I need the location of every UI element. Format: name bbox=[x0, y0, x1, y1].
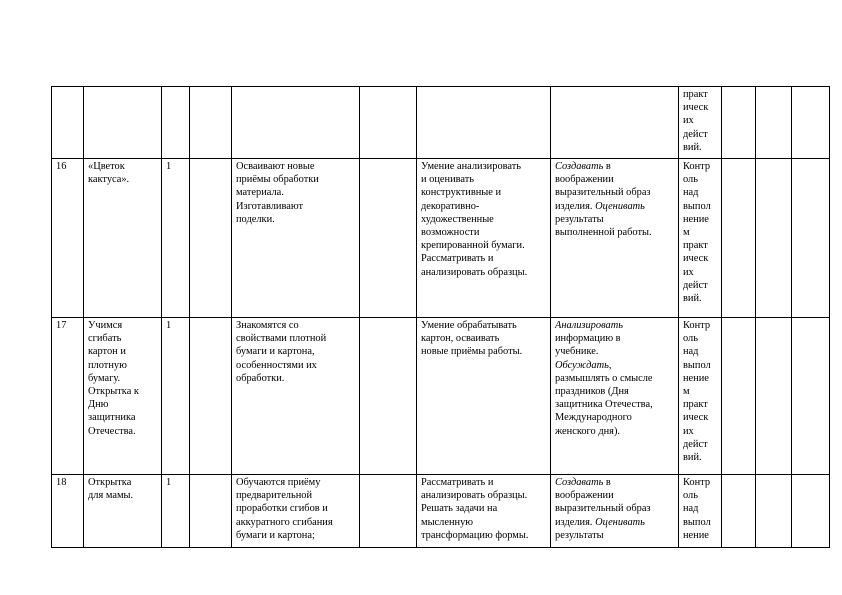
subject-results-cell bbox=[417, 87, 551, 159]
lesson-topic-cell: «Цветок кактуса». bbox=[84, 159, 162, 318]
uud-cell bbox=[551, 159, 679, 318]
uud-emphasis: Создавать bbox=[555, 477, 604, 488]
empty-cell bbox=[756, 159, 792, 318]
empty-cell bbox=[360, 159, 417, 318]
uud-text: результаты выполненной работы. bbox=[555, 213, 652, 239]
uud-cell bbox=[551, 318, 679, 475]
uud-text: в воображении выразительный образ изделия. bbox=[555, 477, 651, 528]
subject-results-cell: Рассматривать и анализировать образцы. Решать задачи на мысленную трансформацию формы. bbox=[417, 475, 551, 548]
control-cell: Контр оль над выпол нение м практ ическ их дейст вий. bbox=[679, 159, 722, 318]
empty-cell bbox=[792, 475, 830, 548]
uud-emphasis: Анализировать bbox=[555, 320, 623, 331]
empty-cell bbox=[722, 475, 756, 548]
uud-emphasis: Оценивать bbox=[595, 516, 645, 528]
content-cell: Осваивают новые приёмы обработки материала. Изготавливают поделки. bbox=[232, 159, 360, 318]
empty-cell bbox=[756, 475, 792, 548]
hours-cell bbox=[162, 87, 190, 159]
table-row bbox=[52, 159, 830, 318]
subject-results-cell: Умение анализировать и оценивать конструктивные и декоративно- художественные возможности крепированной бумаги. Рассматривать и анализировать образцы. bbox=[417, 159, 551, 318]
subject-results-cell: Умение обрабатывать картон, осваивать новые приёмы работы. bbox=[417, 318, 551, 475]
empty-cell bbox=[360, 318, 417, 475]
uud-cell bbox=[551, 87, 679, 159]
empty-cell bbox=[360, 87, 417, 159]
empty-cell bbox=[792, 159, 830, 318]
lesson-number-cell: 17 bbox=[52, 318, 84, 475]
control-cell: практ ическ их дейст вий. bbox=[679, 87, 722, 159]
empty-cell bbox=[190, 475, 232, 548]
lesson-number-cell bbox=[52, 87, 84, 159]
uud-emphasis: Обсуждать bbox=[555, 359, 609, 371]
lesson-number-cell: 18 bbox=[52, 475, 84, 548]
uud-emphasis: Создавать bbox=[555, 161, 604, 172]
hours-cell: 1 bbox=[162, 159, 190, 318]
empty-cell bbox=[360, 475, 417, 548]
empty-cell bbox=[756, 318, 792, 475]
hours-cell: 1 bbox=[162, 475, 190, 548]
lesson-topic-cell: Учимся сгибать картон и плотную бумагу. Открытка к Дню защитника Отечества. bbox=[84, 318, 162, 475]
empty-cell bbox=[190, 318, 232, 475]
empty-cell bbox=[792, 318, 830, 475]
uud-text: в воображении выразительный образ изделия. bbox=[555, 161, 651, 212]
lesson-plan-table bbox=[51, 86, 830, 548]
empty-cell bbox=[792, 87, 830, 159]
control-cell: Контр оль над выпол нение bbox=[679, 475, 722, 548]
empty-cell bbox=[722, 87, 756, 159]
empty-cell bbox=[190, 159, 232, 318]
uud-text: информацию в учебнике. bbox=[555, 333, 621, 358]
uud-text: результаты bbox=[555, 529, 604, 541]
lesson-number-cell: 16 bbox=[52, 159, 84, 318]
control-cell: Контр оль над выпол нение м практ ическ их дейст вий. bbox=[679, 318, 722, 475]
lesson-topic-cell: Открытка для мамы. bbox=[84, 475, 162, 548]
empty-cell bbox=[190, 87, 232, 159]
lesson-topic-cell bbox=[84, 87, 162, 159]
uud-text: , размышлять о смысле праздников (Дня защитника Отечества, Международного женского дня). bbox=[555, 359, 653, 437]
content-cell: Обучаются приёму предварительной проработки сгибов и аккуратного сгибания бумаги и картона; bbox=[232, 475, 360, 548]
table-row bbox=[52, 318, 830, 475]
table-row bbox=[52, 475, 830, 548]
content-cell: Знакомятся со свойствами плотной бумаги и картона, особенностями их обработки. bbox=[232, 318, 360, 475]
uud-cell bbox=[551, 475, 679, 548]
empty-cell bbox=[722, 318, 756, 475]
uud-emphasis: Оценивать bbox=[595, 200, 645, 212]
empty-cell bbox=[722, 159, 756, 318]
table-row bbox=[52, 87, 830, 159]
content-cell bbox=[232, 87, 360, 159]
empty-cell bbox=[756, 87, 792, 159]
hours-cell: 1 bbox=[162, 318, 190, 475]
